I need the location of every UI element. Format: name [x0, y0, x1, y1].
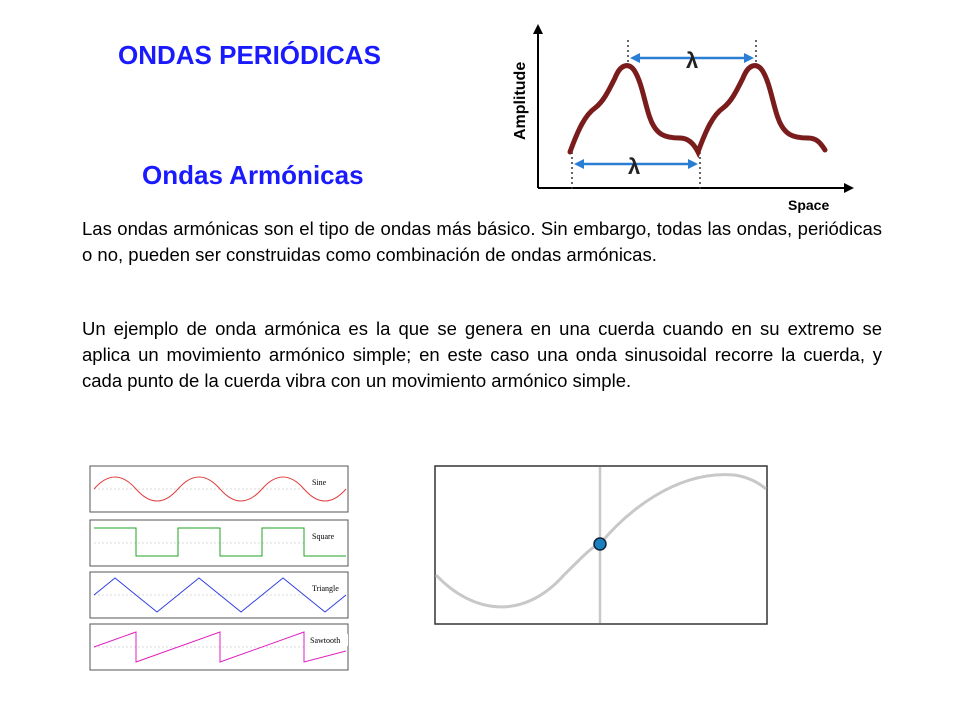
oscillating-point	[594, 538, 606, 550]
x-axis-label: Space	[788, 197, 830, 213]
sawtooth-label: Sawtooth	[310, 636, 341, 645]
y-axis-label: Amplitude	[512, 61, 529, 140]
sine-string-animation	[434, 465, 768, 625]
wavelength-figure	[500, 20, 860, 220]
periodic-wave	[570, 66, 825, 152]
square-label: Square	[312, 532, 335, 541]
waveform-panels	[88, 464, 352, 672]
page-title: ONDAS PERIÓDICAS	[118, 40, 381, 70]
page-subtitle: Ondas Armónicas	[142, 160, 364, 190]
triangle-label: Triangle	[312, 584, 339, 593]
paragraph-1: Las ondas armónicas son el tipo de ondas más básico. Sin embargo, todas las ondas, periódicas o no, pueden ser construidas como combinación de ondas armónicas.	[82, 218, 882, 265]
x-axis-arrowhead	[844, 183, 854, 193]
waveform-panel-square	[90, 520, 348, 566]
wavelength-symbol-top: λ	[686, 48, 699, 73]
waveform-panel-sine	[90, 466, 348, 512]
y-axis-arrowhead	[533, 24, 543, 34]
wavelength-symbol-bottom: λ	[628, 154, 641, 179]
sine-label: Sine	[312, 478, 327, 487]
waveform-panel-triangle	[90, 572, 348, 618]
paragraph-2: Un ejemplo de onda armónica es la que se genera en una cuerda cuando en su extremo se aplica un movimiento armónico simple; en este caso una onda sinusoidal recorre la cuerda, y cada punto de la cuerda vibra con un movimiento armónico simple.	[82, 318, 882, 391]
waveform-panel-sawtooth	[90, 624, 348, 670]
